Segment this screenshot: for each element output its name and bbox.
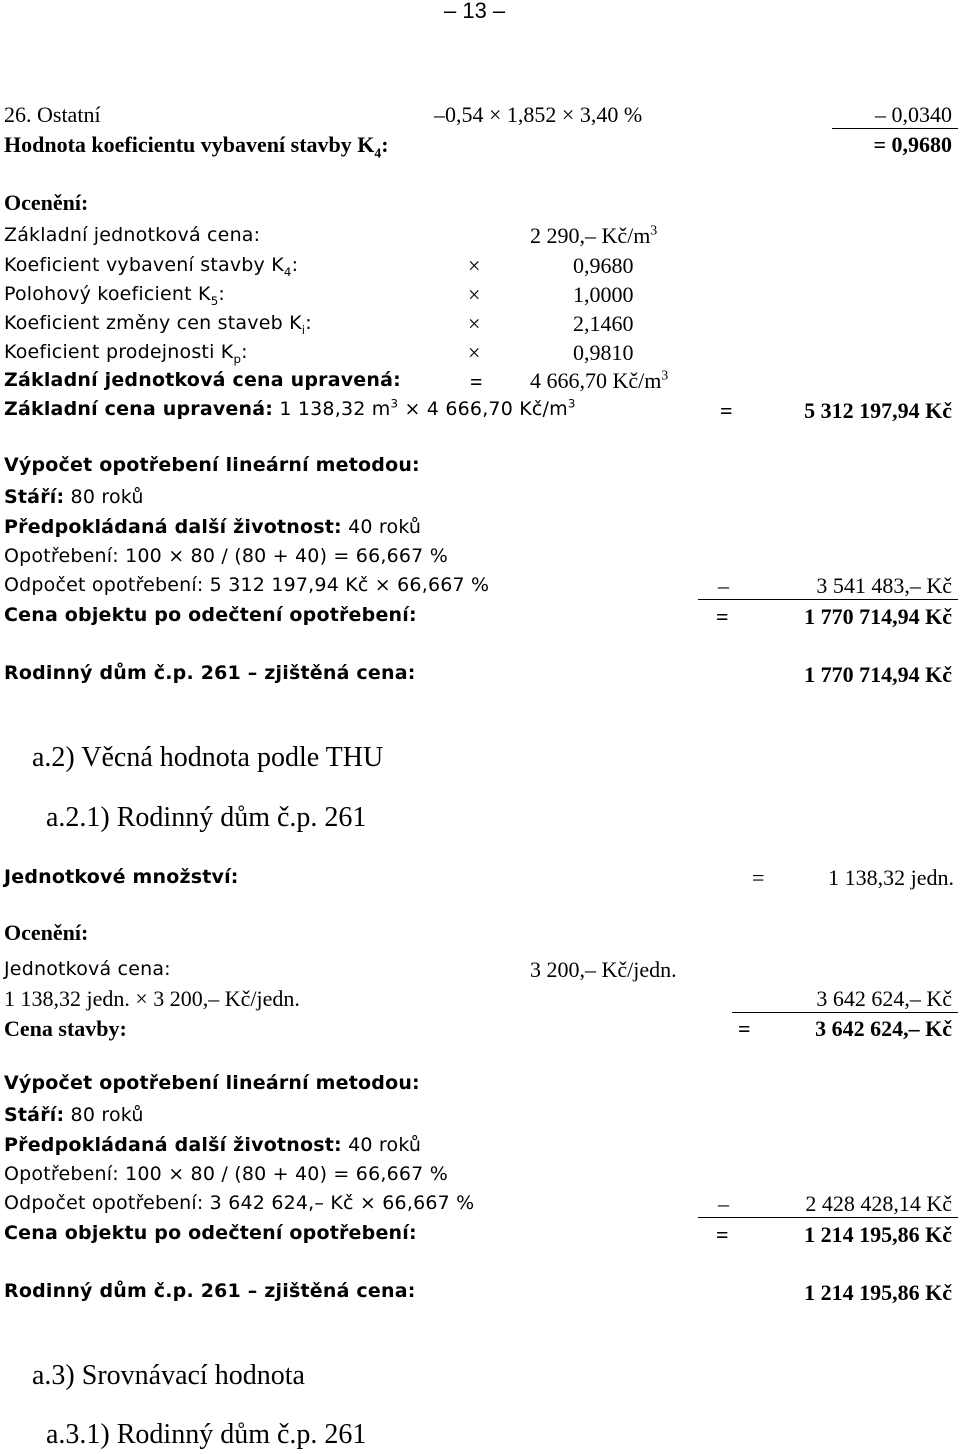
kp-label: Koeficient prodejnosti $K_p$: [4,341,248,366]
qty-op: = [752,865,765,890]
page-number: – 13 – [444,0,506,23]
wear2-title: Výpočet opotřebení lineární metodou: [4,1072,420,1094]
ostatni-label: 26. Ostatní [4,102,101,127]
qty-label: Jednotkové množství: [4,866,239,888]
wear2-deduct-value: 2 428 428,14 Kč [805,1191,952,1216]
wear1-age: Stáří: 80 roků [4,486,144,508]
total-value: 3 642 624,– Kč [815,1016,952,1041]
sum-rule [698,1217,958,1218]
wear1-deduct-op: – [718,573,729,598]
zjc-upravena-label: Základní jednotková cena upravená: [4,369,401,391]
k5-value: 1,0000 [573,282,634,307]
k4-label: Koeficient vybavení stavby $K_4$: [4,254,299,279]
wear1-price-op: = [716,604,729,629]
calc-label: 1 138,32 jedn. × 3 200,– Kč/jedn. [4,986,300,1011]
zc-upravena-result: 5 312 197,94 Kč [804,398,952,423]
sum-rule [832,128,958,129]
kp-value: 0,9810 [573,340,634,365]
k5-label: Polohový koeficient $K_5$: [4,283,226,308]
final2-value: 1 214 195,86 Kč [804,1280,952,1305]
final1-value: 1 770 714,94 Kč [804,662,952,687]
wear1-title: Výpočet opotřebení lineární metodou: [4,454,420,476]
qty-value: 1 138,32 jedn. [828,865,954,890]
k4-value: 0,9680 [573,253,634,278]
wear2-price-op: = [716,1222,729,1247]
zc-upravena-op: = [720,398,733,423]
wear1-life: Předpokládaná další životnost: 40 roků [4,516,422,538]
wear2-life: Předpokládaná další životnost: 40 roků [4,1134,422,1156]
total-op: = [738,1016,751,1041]
k4-op: × [468,253,481,278]
wear2-deduct-label: Odpočet opotřebení: 3 642 624,– Kč × 66,667 % [4,1192,475,1214]
heading-a21: a.2.1) Rodinný dům č.p. 261 [46,802,367,833]
sum-rule [732,1012,958,1013]
wear2-deduct-op: – [718,1191,729,1216]
unit-price-value: 3 200,– Kč/jedn. [530,957,677,982]
unit-price-label: Jednotková cena: [4,958,171,980]
ki-label: Koeficient změny cen staveb $K_i$: [4,312,312,337]
oceneni-title: Ocenění: [4,190,89,215]
zjc-upravena-value: 4 666,70 $Kč/m^3$ [530,367,669,393]
kp-op: × [468,340,481,365]
wear1-deduct-value: 3 541 483,– Kč [816,573,952,598]
heading-a2: a.2) Věcná hodnota podle THU [32,742,384,773]
ki-value: 2,1460 [573,311,634,336]
wear1-deduct-label: Odpočet opotřebení: 5 312 197,94 Kč × 66,667 % [4,574,490,596]
zc-upravena-label: Základní cena upravená: 1 138,32 $m^3 \times 4$ 666,70 $Kč/m^3$ [4,396,576,420]
zjc-value: 2 290,– $Kč/m^3$ [530,222,658,248]
wear1-calc: Opotřebení: 100 × 80 / (80 + 40) = 66,667 % [4,545,448,567]
wear1-price-label: Cena objektu po odečtení opotřebení: [4,604,417,626]
zjc-upravena-op: = [470,369,483,394]
heading-a3: a.3) Srovnávací hodnota [32,1360,305,1391]
oceneni2-title: Ocenění: [4,920,89,945]
wear2-age: Stáří: 80 roků [4,1104,144,1126]
ostatni-result: – 0,0340 [875,102,952,127]
k4-total-result: = 0,9680 [873,132,952,157]
ostatni-calc: –0,54 × 1,852 × 3,40 % [434,102,643,127]
wear1-price-value: 1 770 714,94 Kč [804,604,952,629]
k4-total-label: Hodnota koeficientu vybavení stavby $K_4$: [4,132,389,161]
wear2-calc: Opotřebení: 100 × 80 / (80 + 40) = 66,667 % [4,1163,448,1185]
final2-label: Rodinný dům č.p. 261 – zjištěná cena: [4,1280,416,1302]
k5-op: × [468,282,481,307]
sum-rule [698,599,958,600]
wear2-price-label: Cena objektu po odečtení opotřebení: [4,1222,417,1244]
wear2-price-value: 1 214 195,86 Kč [804,1222,952,1247]
final1-label: Rodinný dům č.p. 261 – zjištěná cena: [4,662,416,684]
zjc-label: Základní jednotková cena: [4,224,261,246]
heading-a31: a.3.1) Rodinný dům č.p. 261 [46,1419,367,1450]
total-label: Cena stavby: [4,1016,127,1041]
ki-op: × [468,311,481,336]
calc-value: 3 642 624,– Kč [816,986,952,1011]
